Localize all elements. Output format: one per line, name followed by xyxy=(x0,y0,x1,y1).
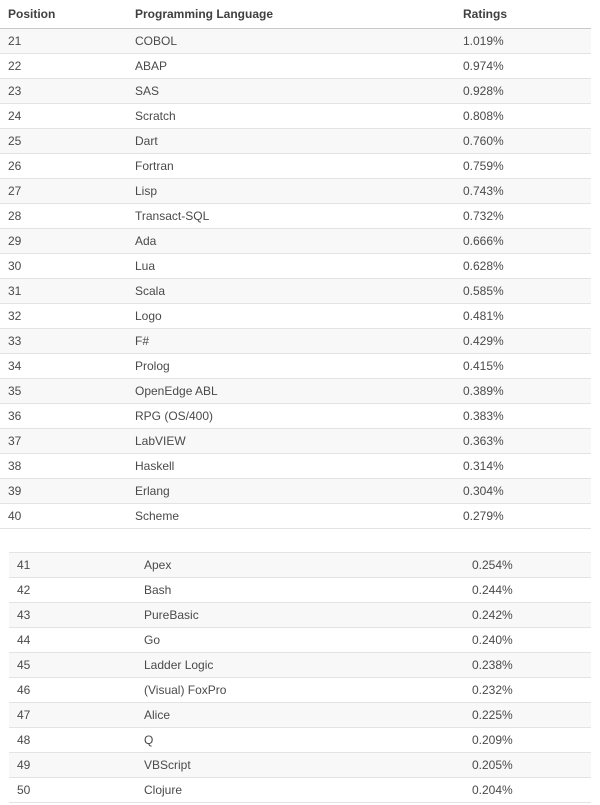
table-row xyxy=(9,628,591,653)
rating-cell: 0.974% xyxy=(455,54,591,79)
position-cell: 48 xyxy=(9,728,136,753)
position-cell: 45 xyxy=(9,653,136,678)
language-cell: Haskell xyxy=(127,454,455,479)
rating-cell: 0.205% xyxy=(464,753,591,778)
rating-cell: 0.225% xyxy=(464,703,591,728)
rating-cell: 0.666% xyxy=(455,229,591,254)
table-row xyxy=(0,229,591,254)
language-cell: Logo xyxy=(127,304,455,329)
language-cell: Prolog xyxy=(127,354,455,379)
table-row xyxy=(0,454,591,479)
language-cell: Alice xyxy=(136,703,464,728)
table-row xyxy=(0,54,591,79)
table-row xyxy=(0,179,591,204)
position-cell: 36 xyxy=(0,404,127,429)
language-cell: VBScript xyxy=(136,753,464,778)
rating-cell: 0.743% xyxy=(455,179,591,204)
table-row xyxy=(0,329,591,354)
column-header-ratings: Ratings xyxy=(455,0,591,29)
language-cell: Q xyxy=(136,728,464,753)
position-cell: 29 xyxy=(0,229,127,254)
language-cell: SAS xyxy=(127,79,455,104)
language-cell: PureBasic xyxy=(136,603,464,628)
position-cell: 24 xyxy=(0,104,127,129)
rating-cell: 0.254% xyxy=(464,553,591,578)
position-cell: 30 xyxy=(0,254,127,279)
rating-cell: 0.585% xyxy=(455,279,591,304)
language-cell: F# xyxy=(127,329,455,354)
language-cell: Scratch xyxy=(127,104,455,129)
language-cell: RPG (OS/400) xyxy=(127,404,455,429)
language-cell: Erlang xyxy=(127,479,455,504)
table-row xyxy=(9,678,591,703)
table-row xyxy=(9,753,591,778)
position-cell: 32 xyxy=(0,304,127,329)
rating-cell: 0.808% xyxy=(455,104,591,129)
position-cell: 22 xyxy=(0,54,127,79)
rating-cell: 0.481% xyxy=(455,304,591,329)
position-cell: 44 xyxy=(9,628,136,653)
table-row xyxy=(0,104,591,129)
position-cell: 21 xyxy=(0,29,127,54)
table-row xyxy=(9,653,591,678)
table-row xyxy=(0,354,591,379)
language-cell: LabVIEW xyxy=(127,429,455,454)
rating-cell: 0.304% xyxy=(455,479,591,504)
language-cell: Bash xyxy=(136,578,464,603)
table-row xyxy=(0,379,591,404)
table-row xyxy=(0,204,591,229)
table-row xyxy=(0,129,591,154)
language-cell: OpenEdge ABL xyxy=(127,379,455,404)
language-cell: Ada xyxy=(127,229,455,254)
language-cell: Scheme xyxy=(127,504,455,529)
language-cell: Ladder Logic xyxy=(136,653,464,678)
position-cell: 40 xyxy=(0,504,127,529)
rating-cell: 0.389% xyxy=(455,379,591,404)
rating-cell: 0.628% xyxy=(455,254,591,279)
table-row xyxy=(0,279,591,304)
language-cell: Scala xyxy=(127,279,455,304)
position-cell: 43 xyxy=(9,603,136,628)
rating-cell: 0.383% xyxy=(455,404,591,429)
language-cell: ABAP xyxy=(127,54,455,79)
table-row xyxy=(0,254,591,279)
language-cell: Apex xyxy=(136,553,464,578)
position-cell: 47 xyxy=(9,703,136,728)
position-cell: 23 xyxy=(0,79,127,104)
rating-cell: 0.732% xyxy=(455,204,591,229)
table-row xyxy=(0,154,591,179)
language-cell: (Visual) FoxPro xyxy=(136,678,464,703)
table-row xyxy=(0,504,591,529)
position-cell: 31 xyxy=(0,279,127,304)
rating-cell: 0.240% xyxy=(464,628,591,653)
rating-cell: 0.204% xyxy=(464,778,591,803)
position-cell: 50 xyxy=(9,778,136,803)
language-cell: Lua xyxy=(127,254,455,279)
rating-cell: 0.242% xyxy=(464,603,591,628)
header-row xyxy=(0,0,591,29)
position-cell: 25 xyxy=(0,129,127,154)
table-row xyxy=(0,79,591,104)
table-row xyxy=(0,479,591,504)
position-cell: 26 xyxy=(0,154,127,179)
table-row xyxy=(0,404,591,429)
language-cell: Dart xyxy=(127,129,455,154)
language-cell: Transact-SQL xyxy=(127,204,455,229)
language-cell: Go xyxy=(136,628,464,653)
position-cell: 42 xyxy=(9,578,136,603)
column-header-language: Programming Language xyxy=(127,0,455,29)
rating-cell: 0.209% xyxy=(464,728,591,753)
ranking-table-body-41-50 xyxy=(9,553,591,803)
table-row xyxy=(9,603,591,628)
language-cell: COBOL xyxy=(127,29,455,54)
table-row xyxy=(0,429,591,454)
table-row xyxy=(9,728,591,753)
rating-cell: 0.238% xyxy=(464,653,591,678)
column-header-position: Position xyxy=(0,0,127,29)
rating-cell: 0.314% xyxy=(455,454,591,479)
position-cell: 33 xyxy=(0,329,127,354)
table-row xyxy=(9,553,591,578)
position-cell: 28 xyxy=(0,204,127,229)
position-cell: 39 xyxy=(0,479,127,504)
rating-cell: 0.760% xyxy=(455,129,591,154)
rating-cell: 1.019% xyxy=(455,29,591,54)
rating-cell: 0.928% xyxy=(455,79,591,104)
rating-cell: 0.415% xyxy=(455,354,591,379)
position-cell: 35 xyxy=(0,379,127,404)
position-cell: 38 xyxy=(0,454,127,479)
position-cell: 49 xyxy=(9,753,136,778)
rating-cell: 0.232% xyxy=(464,678,591,703)
table-row xyxy=(9,703,591,728)
language-cell: Lisp xyxy=(127,179,455,204)
position-cell: 46 xyxy=(9,678,136,703)
table-row xyxy=(0,29,591,54)
rating-cell: 0.279% xyxy=(455,504,591,529)
position-cell: 37 xyxy=(0,429,127,454)
rating-cell: 0.429% xyxy=(455,329,591,354)
rating-cell: 0.759% xyxy=(455,154,591,179)
position-cell: 41 xyxy=(9,553,136,578)
language-cell: Clojure xyxy=(136,778,464,803)
rating-cell: 0.244% xyxy=(464,578,591,603)
language-cell: Fortran xyxy=(127,154,455,179)
table-row xyxy=(0,304,591,329)
ranking-table-41-50 xyxy=(9,552,591,803)
table-row xyxy=(9,778,591,803)
position-cell: 34 xyxy=(0,354,127,379)
ranking-table-body-21-40 xyxy=(0,29,591,529)
position-cell: 27 xyxy=(0,179,127,204)
table-row xyxy=(9,578,591,603)
rating-cell: 0.363% xyxy=(455,429,591,454)
